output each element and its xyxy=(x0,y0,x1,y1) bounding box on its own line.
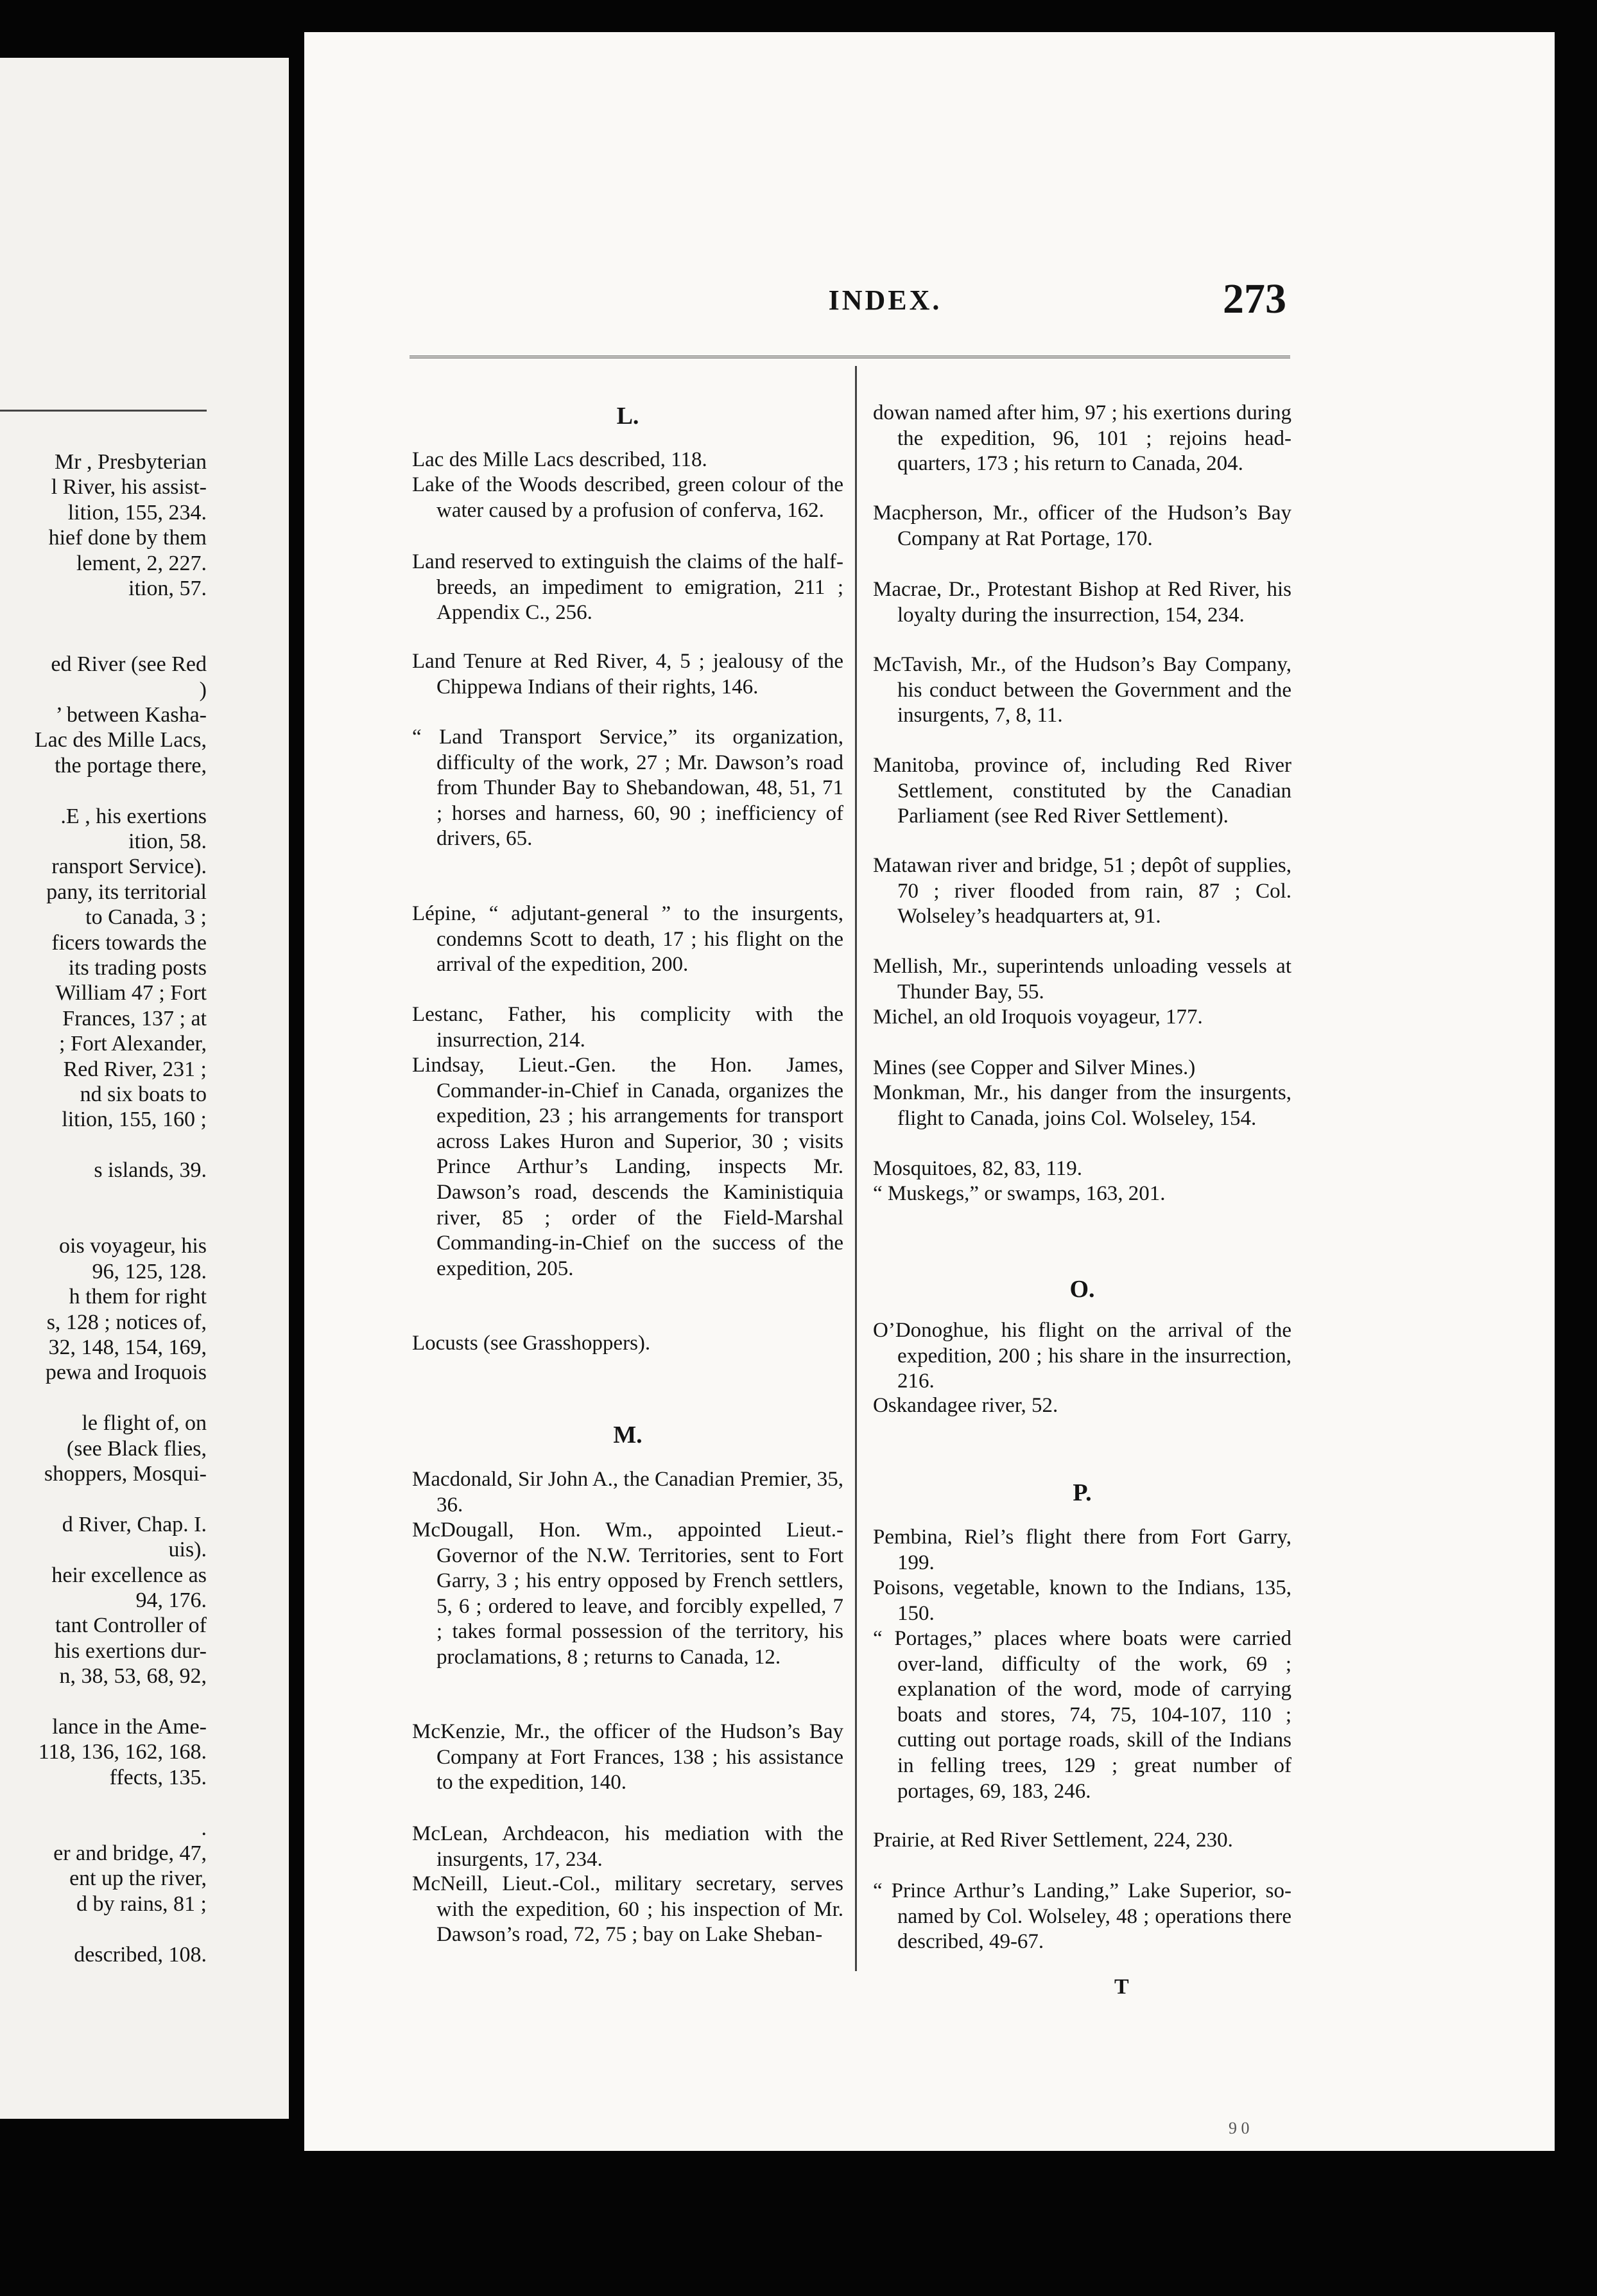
index-entry: Oskandagee river, 52. xyxy=(873,1394,1058,1417)
header-rule xyxy=(410,356,1290,360)
previous-page-line: ed River (see Red xyxy=(51,652,207,677)
previous-page-line: uis). xyxy=(168,1538,207,1562)
previous-page-line: ransport Service). xyxy=(51,855,207,879)
index-entry: “ Prince Arthur’s Landing,” Lake Superior, so-named by Col. Wolseley, 48 ; operations there described, 49-67. xyxy=(873,1879,1291,1954)
previous-page-line: 32, 148, 154, 169, xyxy=(48,1335,207,1359)
previous-page-line: heir excellence as xyxy=(51,1563,207,1587)
previous-page-line: 118, 136, 162, 168. xyxy=(38,1740,207,1764)
previous-page-line: ; Fort Alexander, xyxy=(59,1032,207,1056)
index-entry: Matawan river and bridge, 51 ; depôt of supplies, 70 ; river flooded from rain, 87 ; Col. Wolseley’s headquarters at, 91. xyxy=(873,854,1291,928)
previous-page-line: his exertions dur- xyxy=(54,1639,207,1663)
previous-page-line: n, 38, 53, 68, 92, xyxy=(59,1664,207,1689)
previous-page-line: lition, 155, 160 ; xyxy=(62,1108,207,1132)
index-entry: Lake of the Woods described, green colour of the water caused by a profusion of conferva, 162. xyxy=(412,473,843,522)
previous-page-line: Red River, 231 ; xyxy=(63,1057,207,1081)
previous-page-line: er and bridge, 47, xyxy=(53,1841,207,1865)
index-entry: Mines (see Copper and Silver Mines.) xyxy=(873,1056,1196,1079)
previous-page-line: ) xyxy=(199,677,207,702)
index-entry: “ Portages,” places where boats were carried over-land, difficulty of the work, 69 ; explanation of the word, mode of carrying boats and stores, 74, 75, 104-107, 110 ; cutting out portage roads, skill of the Indians in felling trees, 129 ; great number of portages, 69, 183, 246. xyxy=(873,1627,1291,1803)
previous-page-line: (see Black flies, xyxy=(66,1436,207,1461)
previous-page-line: tant Controller of xyxy=(55,1613,207,1638)
previous-page-line: the portage there, xyxy=(55,753,207,778)
index-entry: Poisons, vegetable, known to the Indians, 135, 150. xyxy=(873,1576,1291,1625)
section-heading-m: M. xyxy=(613,1422,643,1448)
previous-page-line: lition, 155, 234. xyxy=(67,500,207,525)
previous-page-line: s islands, 39. xyxy=(94,1158,207,1183)
index-entry: McLean, Archdeacon, his mediation with the insurgents, 17, 234. xyxy=(412,1822,843,1871)
previous-page-line: . xyxy=(201,1816,207,1840)
running-title: INDEX. xyxy=(828,284,942,316)
index-entry: Lac des Mille Lacs described, 118. xyxy=(412,448,707,471)
index-entry: Monkman, Mr., his danger from the insurgents, flight to Canada, joins Col. Wolseley, 154. xyxy=(873,1081,1291,1130)
index-entry: Manitoba, province of, including Red River Settlement, constituted by the Canadian Parliament (see Red River Settlement). xyxy=(873,754,1291,828)
previous-page-line: shoppers, Mosqui- xyxy=(44,1462,207,1486)
previous-page-line: William 47 ; Fort xyxy=(55,981,207,1005)
index-entry: O’Donoghue, his flight on the arrival of the expedition, 200 ; his share in the insurrection, 216. xyxy=(873,1319,1291,1393)
section-heading-l: L. xyxy=(616,403,639,430)
previous-page-line: 94, 176. xyxy=(135,1588,207,1612)
previous-page-line: lance in the Ame- xyxy=(52,1715,207,1739)
index-entry: Land reserved to extinguish the claims of the half-breeds, an impediment to emigration, 211 ; Appendix C., 256. xyxy=(412,550,843,625)
previous-page-line: le flight of, on xyxy=(82,1411,207,1436)
previous-page-line: h them for right xyxy=(69,1285,207,1309)
page-number: 273 xyxy=(1223,275,1286,322)
index-entry: Pembina, Riel’s flight there from Fort Garry, 199. xyxy=(873,1526,1291,1574)
previous-page-line: ois voyageur, his xyxy=(59,1234,207,1258)
index-entry: Lindsay, Lieut.-Gen. the Hon. James, Commander-in-Chief in Canada, organizes the expedition, 23 ; his arrangements for transport across Lakes Huron and Superior, 30 ; visits Prince Arthur’s Landing, inspects Mr. Dawson’s road, descends the Kaministiquia river, 85 ; order of the Field-Marshal Commanding-in-Chief on the success of the expedition, 205. xyxy=(412,1054,843,1280)
index-entry: “ Land Transport Service,” its organization, difficulty of the work, 27 ; Mr. Dawson’s road from Thunder Bay to Shebandowan, 48, 51, 71 ; horses and harness, 60, 90 ; inefficiency of drivers, 65. xyxy=(412,726,843,851)
section-heading-p: P. xyxy=(1073,1479,1092,1506)
index-entry: Michel, an old Iroquois voyageur, 177. xyxy=(873,1005,1203,1029)
index-entry: Macpherson, Mr., officer of the Hudson’s Bay Company at Rat Portage, 170. xyxy=(873,501,1291,550)
previous-page-line: to Canada, 3 ; xyxy=(85,905,207,930)
previous-page-line: ficers towards the xyxy=(51,930,207,955)
previous-page-line: pewa and Iroquois xyxy=(45,1361,207,1385)
previous-page-line: pany, its territorial xyxy=(46,880,207,904)
previous-page-line: described, 108. xyxy=(74,1942,207,1967)
previous-page-line: ffects, 135. xyxy=(109,1765,207,1789)
index-entry: Macdonald, Sir John A., the Canadian Premier, 35, 36. xyxy=(412,1468,843,1517)
previous-page-line: Lac des Mille Lacs, xyxy=(34,728,207,752)
index-entry: McNeill, Lieut.-Col., military secretary, serves with the expedition, 60 ; his inspection of Mr. Dawson’s road, 72, 75 ; bay on Lake Sheban- xyxy=(412,1872,843,1947)
index-entry: “ Muskegs,” or swamps, 163, 201. xyxy=(873,1182,1166,1205)
section-heading-o: O. xyxy=(1069,1276,1095,1303)
previous-page-line: hief done by them xyxy=(48,526,207,550)
previous-page-line: .E , his exertions xyxy=(60,804,207,828)
index-entry: McDougall, Hon. Wm., appointed Lieut.-Governor of the N.W. Territories, sent to Fort Garry, 3 ; his entry opposed by French settlers, 5, 6 ; ordered to leave, and forcibly expelled, 7 ; takes formal possession of the territory, his proclamations, 8 ; returns to Canada, 12. xyxy=(412,1518,843,1669)
previous-page-line: its trading posts xyxy=(68,956,207,980)
index-entry: McKenzie, Mr., the officer of the Hudson’s Bay Company at Fort Frances, 138 ; his assistance to the expedition, 140. xyxy=(412,1720,843,1795)
previous-page-line: Frances, 137 ; at xyxy=(62,1006,207,1031)
previous-page-line: d by rains, 81 ; xyxy=(76,1892,207,1916)
index-entry: Lestanc, Father, his complicity with the insurrection, 214. xyxy=(412,1003,843,1052)
index-entry: Land Tenure at Red River, 4, 5 ; jealousy of the Chippewa Indians of their rights, 146. xyxy=(412,650,843,699)
previous-page-line: 96, 125, 128. xyxy=(92,1259,207,1283)
index-entry: Mosquitoes, 82, 83, 119. xyxy=(873,1157,1083,1180)
index-page xyxy=(304,32,1555,2151)
index-entry: Mellish, Mr., superintends unloading vessels at Thunder Bay, 55. xyxy=(873,955,1291,1004)
previous-page-line: s, 128 ; notices of, xyxy=(46,1310,207,1334)
index-entry: McTavish, Mr., of the Hudson’s Bay Company, his conduct between the Government and the insurgents, 7, 8, 11. xyxy=(873,653,1291,727)
previous-page-line: d River, Chap. I. xyxy=(62,1512,207,1536)
previous-page xyxy=(0,58,289,2119)
index-entry: Prairie, at Red River Settlement, 224, 230. xyxy=(873,1829,1233,1852)
previous-page-line: ’ between Kasha- xyxy=(55,703,207,727)
previous-page-line: lement, 2, 227. xyxy=(76,551,207,575)
previous-page-line: l River, his assist- xyxy=(51,475,207,500)
previous-page-line: ition, 58. xyxy=(128,830,207,853)
page-marks: 9 0 xyxy=(1229,2119,1250,2137)
previous-page-line: ition, 57. xyxy=(128,577,207,600)
catchword: T xyxy=(1114,1975,1129,1999)
index-entry: Lépine, “ adjutant-general ” to the insurgents, condemns Scott to death, 17 ; his flight on the arrival of the expedition, 200. xyxy=(412,902,843,977)
previous-page-line: ent up the river, xyxy=(69,1866,207,1891)
previous-page-rule xyxy=(0,410,207,412)
index-entry-continued: dowan named after him, 97 ; his exertions during the expedition, 96, 101 ; rejoins head-quarters, 173 ; his return to Canada, 204. xyxy=(873,401,1291,476)
index-entry: Locusts (see Grasshoppers). xyxy=(412,1332,651,1355)
previous-page-line: Mr , Presbyterian xyxy=(54,450,207,474)
index-entry: Macrae, Dr., Protestant Bishop at Red River, his loyalty during the insurrection, 154, 234. xyxy=(873,578,1291,627)
previous-page-line: nd six boats to xyxy=(80,1083,207,1106)
column-divider xyxy=(855,366,857,1971)
